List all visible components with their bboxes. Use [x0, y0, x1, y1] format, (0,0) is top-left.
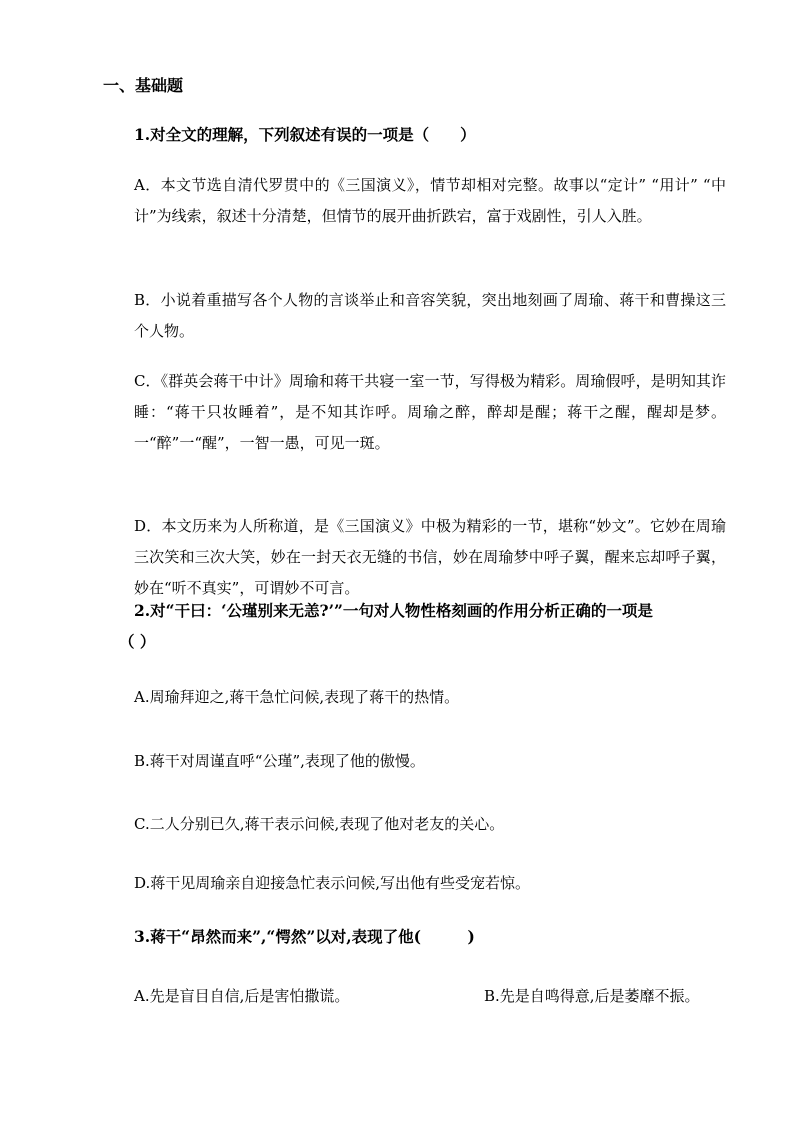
question-2-option-d: D.蒋干见周瑜亲自迎接急忙表示问候,写出他有些受宠若惊。: [134, 874, 531, 892]
question-2-option-c: C.二人分别已久,蒋干表示问候,表现了他对老友的关心。: [134, 815, 505, 833]
question-1-option-a: A．本文节选自清代罗贯中的《三国演义》，情节却相对完整。故事以“定计” “用计” “中计”为线索，叙述十分清楚，但情节的展开曲折跌宕，富于戏剧性，引人入胜。: [134, 176, 726, 225]
question-2-option-b: B.蒋干对周谨直呼“公瑾”,表现了他的傲慢。: [134, 752, 425, 770]
question-2-stem: 2.对“干曰：‘公瑾别来无恙?’”一句对人物性格刻画的作用分析正确的一项是: [134, 601, 653, 620]
question-3-option-b: B.先是自鸣得意,后是萎靡不振。: [484, 987, 700, 1005]
question-1-option-c: C．《群英会蒋干中计》周瑜和蒋干共寝一室一节，写得极为精彩。周瑜假呼，是明知其诈睡：“蒋干只妆睡着”，是不知其诈呼。周瑜之醉，醉却是醒；蒋干之醒，醒却是梦。一“醉”一“醒”，一智一愚，可见一斑。: [134, 372, 726, 452]
question-1-stem: 1.对全文的理解，下列叙述有误的一项是（ ）: [134, 125, 476, 144]
section-title: 一、基础题: [103, 76, 184, 95]
question-3-option-a: A.先是盲目自信,后是害怕撒谎。: [134, 987, 350, 1005]
question-1-option-d: D．本文历来为人所称道，是《三国演义》中极为精彩的一节，堪称“妙文”。它妙在周瑜三次笑和三次大笑，妙在一封天衣无缝的书信，妙在周瑜梦中呼子翼，醒来忘却呼子翼，妙在“听不真实”，可谓妙不可言。: [134, 517, 726, 597]
question-2-option-a: A.周瑜拜迎之,蒋干急忙问候,表现了蒋干的热情。: [134, 688, 460, 706]
question-2-stem-paren: （ ）: [119, 632, 156, 651]
question-1-option-b: B．小说着重描写各个人物的言谈举止和音容笑貌，突出地刻画了周瑜、蒋干和曹操这三个人物。: [134, 291, 726, 340]
question-3-stem: 3.蒋干“昂然而来”,“愕然”以对,表现了他( ): [134, 927, 475, 946]
